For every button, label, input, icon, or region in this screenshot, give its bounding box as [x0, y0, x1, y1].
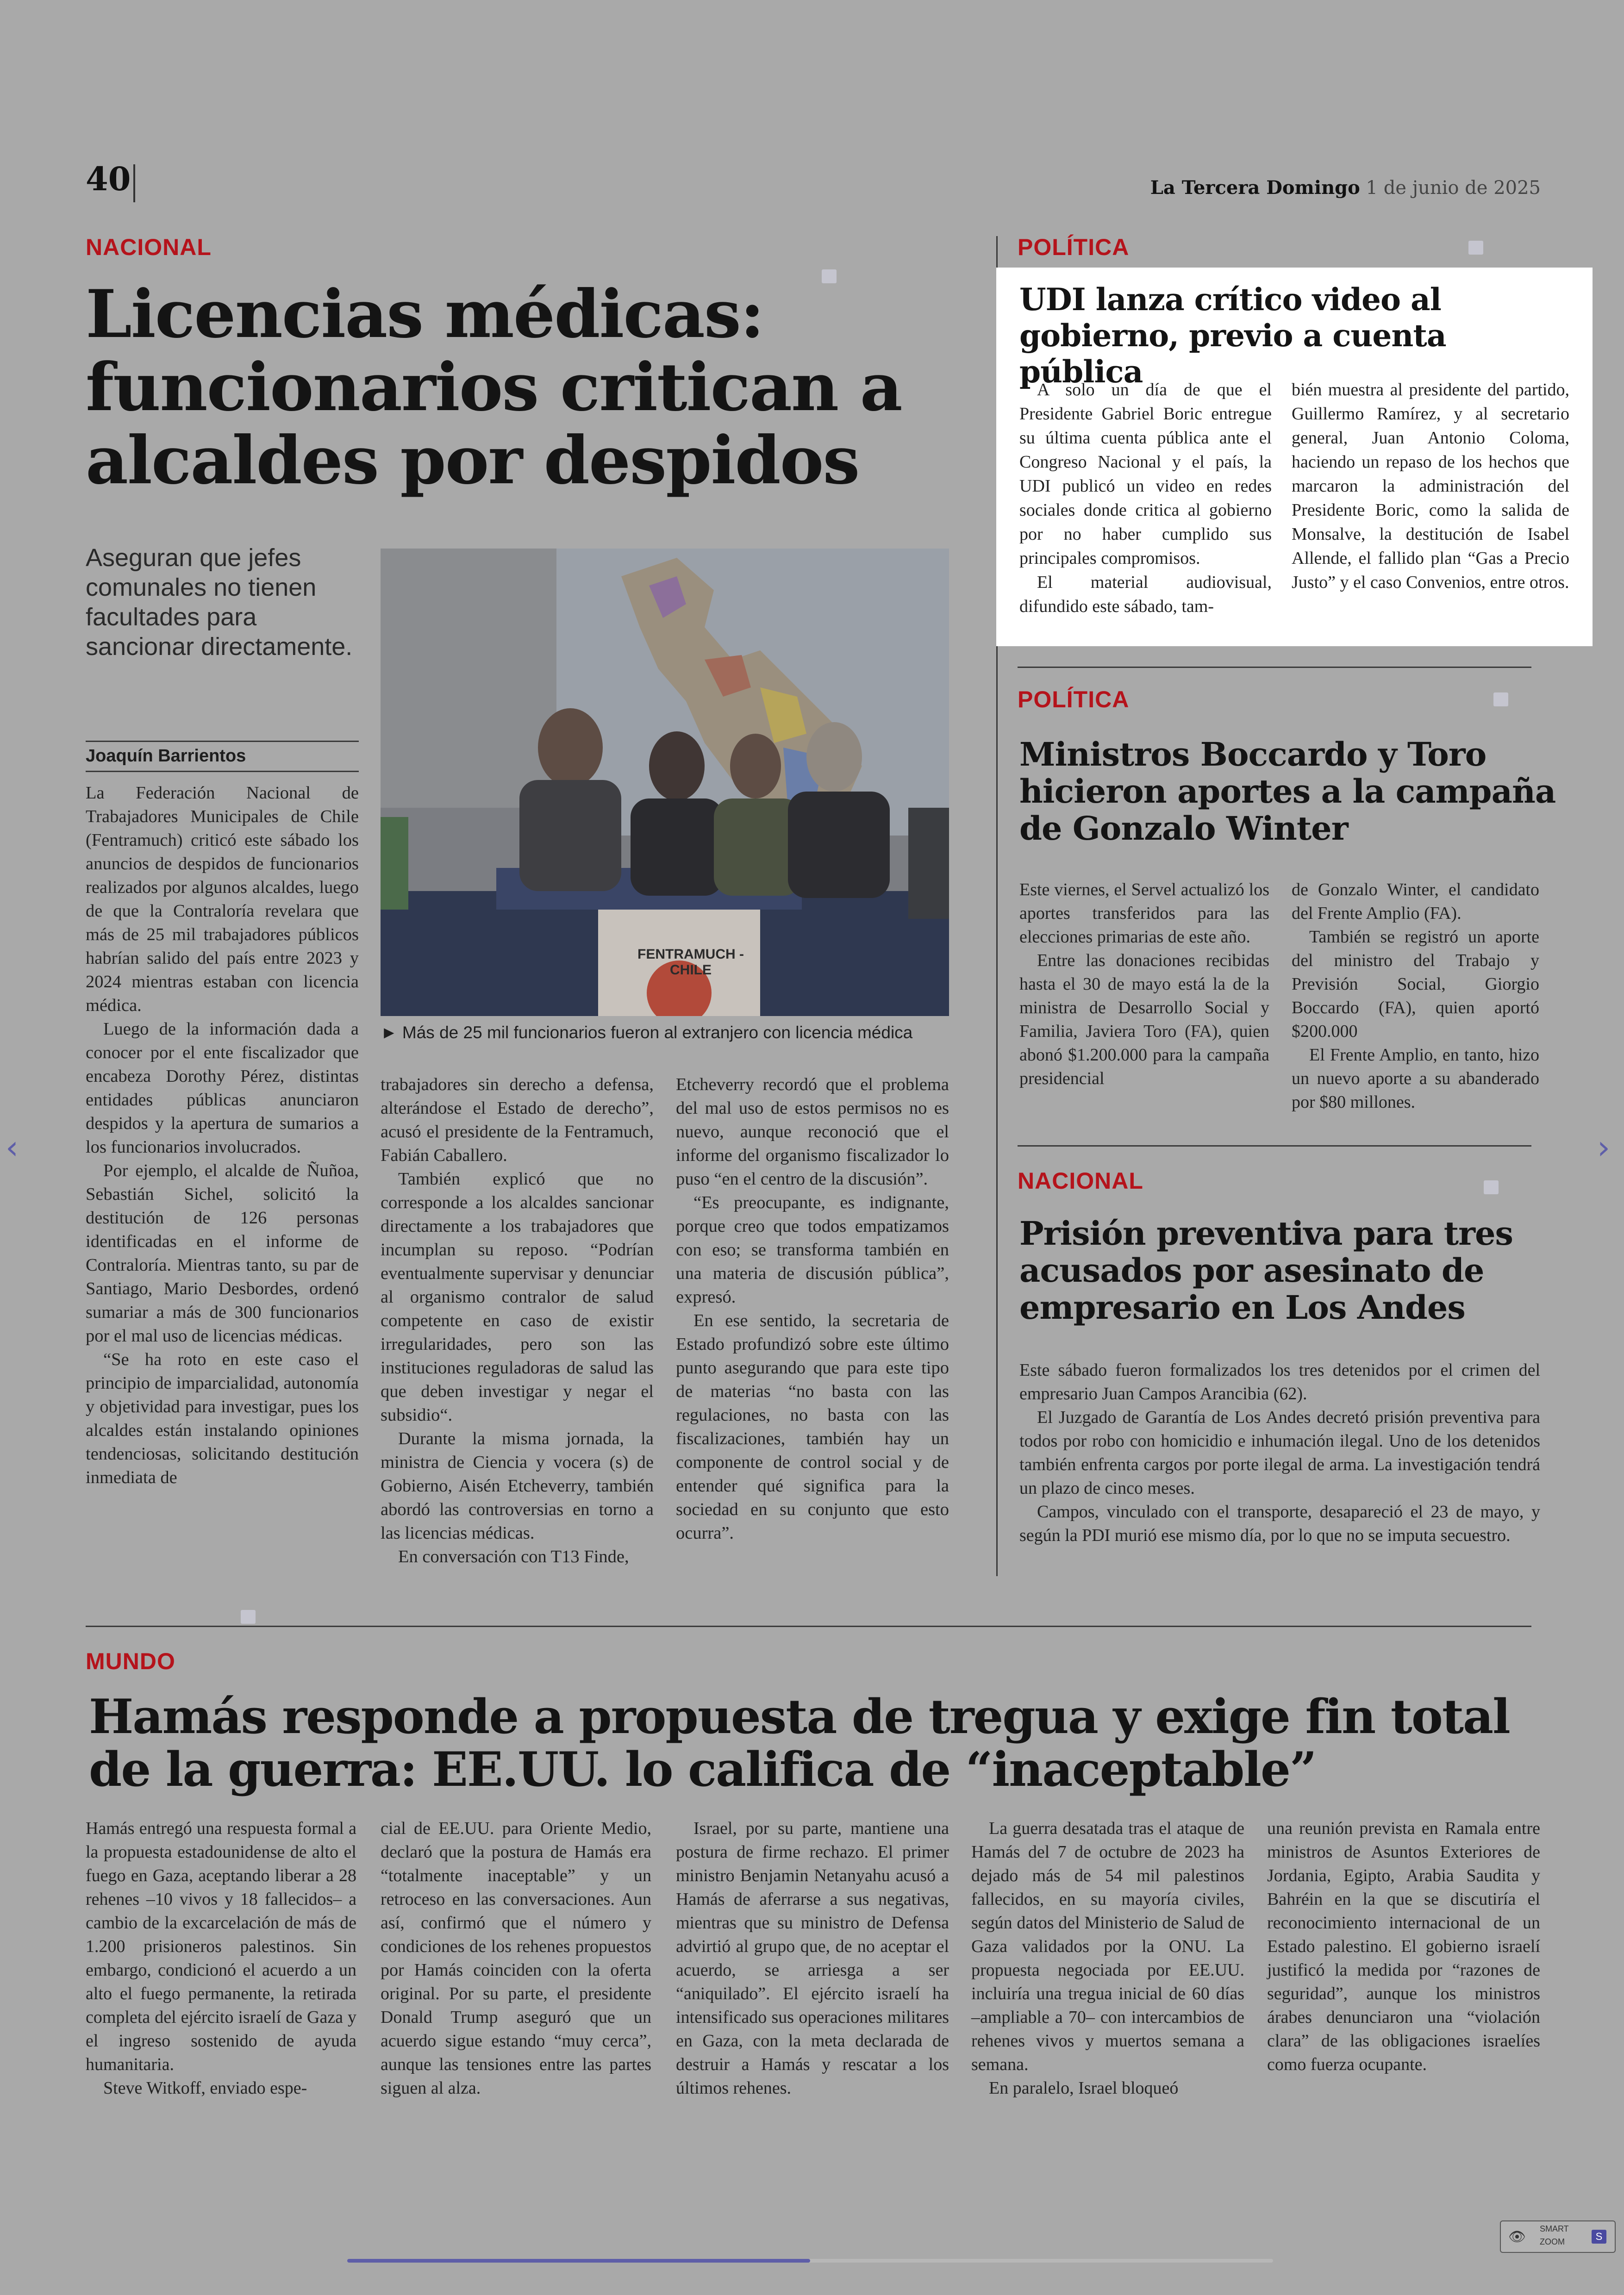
photo-illustration	[381, 549, 949, 1016]
world-headline: Hamás responde a propuesta de tregua y exige fin total de la guerra: EE.UU. lo califica de “inaceptable”	[89, 1689, 1510, 1797]
newspaper-name: La Tercera Domingo	[1150, 177, 1360, 199]
issue-date: 1 de junio de 2025	[1366, 177, 1541, 199]
byline-rule-bottom	[86, 771, 359, 772]
paragraph: Israel, por su parte, mantiene una postura de firme rechazo. El primer ministro Benjamin Netanyahu acusó a Hamás de aferrarse a sus negativas, mientras que su ministro de Defensa advirtió al grupo que, de no aceptar el acuerdo, se arriesga a ser “aniquilado”. El ejército israelí ha intensificado sus operaciones militares en Gaza, con la meta declarada de destruir a Hamás y rescatar a los últimos rehenes.	[676, 1819, 949, 2098]
main-column-2	[381, 1073, 654, 1569]
prison-section-label: NACIONAL	[1018, 1168, 1143, 1194]
article-marker-icon[interactable]	[1468, 241, 1483, 255]
world-column-2	[381, 1817, 651, 2100]
paragraph: Luego de la información dada a conocer por el ente fiscalizador que encabeza Dorothy Pérez, distintas entidades públicas anunciaron despidos y la apertura de sumarios a los funcionarios involucrados.	[86, 1019, 359, 1157]
smart-zoom-label: ZOOM	[1540, 2237, 1565, 2246]
photo-caption: ► Más de 25 mil funcionarios fueron al extranjero con licencia médica	[381, 1023, 913, 1042]
press-conference-photo	[381, 549, 949, 1016]
paragraph: En conversación con T13 Finde,	[398, 1547, 629, 1566]
udi-article-highlight[interactable]	[996, 268, 1593, 646]
paragraph: cial de EE.UU. para Oriente Medio, declaró que la postura de Hamás era “totalmente inaceptable” y un retroceso en las conversaciones. Aun así, confirmó que el número y condiciones de los rehenes propuestos por Hamás coinciden con la oferta original. Por su parte, el presidente Donald Trump aseguró que un acuerdo sigue estando “muy cerca”, aunque las tensiones entre las partes siguen al alza.	[381, 1819, 651, 2098]
smart-zoom-label: SMART	[1540, 2224, 1569, 2233]
paragraph: En ese sentido, la secretaria de Estado profundizó sobre este último punto asegurando que para este tipo de materias “no basta con las regulaciones, no basta con las fiscalizaciones, también hay un componente de control social y de entender qué significa para la sociedad en su conjunto que esto ocurra”.	[676, 1311, 949, 1543]
scrollbar-thumb[interactable]	[347, 2259, 810, 2263]
byline-rule-top	[86, 741, 359, 742]
article-marker-icon[interactable]	[241, 1610, 256, 1624]
chevron-left-icon: ‹	[6, 1129, 19, 1166]
paragraph: El Juzgado de Garantía de Los Andes decretó prisión preventiva para todos por robo con homicidio e inhumación ilegal. Uno de los detenidos también enfrenta cargos por porte ilegal de arma. La investigación tendrá un plazo de cinco meses.	[1019, 1408, 1540, 1498]
paragraph: “Es preocupante, es indignante, porque creo que todos empatizamos con eso; se transforma también en una materia de discusión pública”, expresó.	[676, 1193, 949, 1307]
main-column-3	[676, 1073, 949, 1545]
main-headline: Licencias médicas: funcionarios critican a alcaldes por despidos	[86, 276, 902, 499]
paragraph: Entre las donaciones recibidas hasta el 30 de mayo está la de la ministra de Desarrollo Social y Familia, Javiera Toro (FA), quien abonó $1.200.000 para la campaña presidencial	[1019, 951, 1269, 1088]
next-page-button[interactable]	[1597, 1129, 1610, 1166]
photo-banner-text: FENTRAMUCH - CHILE	[637, 947, 744, 978]
paragraph: El material audiovisual, difundido este sábado, tam-	[1019, 573, 1272, 616]
paragraph: La guerra desatada tras el ataque de Hamás del 7 de octubre de 2023 ha dejado más de 54 mil palestinos fallecidos, en su mayoría civiles, según datos del Ministerio de Salud de Gaza validados por la ONU. La propuesta negociada por EE.UU. incluiría una tregua inicial de 60 días –ampliable a 70– con intercambios de rehenes vivos y muertos semana a semana.	[971, 1819, 1244, 2074]
chevron-right-icon: ›	[1597, 1129, 1610, 1166]
smart-zoom-button[interactable]	[1500, 2220, 1616, 2253]
udi-column-2	[1292, 378, 1569, 594]
main-column-1	[86, 781, 359, 1490]
paragraph: Por ejemplo, el alcalde de Ñuñoa, Sebastián Sichel, solicitó la destitución de 126 personas identificadas en el informe de Contraloría. Mientras tanto, su par de Santiago, Mario Desbordes, ordenó sumariar a más de 300 funcionarios por el mal uso de licencias médicas.	[86, 1161, 359, 1346]
page-scrollbar[interactable]	[347, 2259, 1273, 2263]
page-number: 40	[86, 160, 131, 198]
paragraph: Durante la misma jornada, la ministra de Ciencia y vocera (s) de Gobierno, Aisén Etcheverry, también abordó las controversias en torno a las licencias médicas.	[381, 1429, 654, 1543]
smart-zoom-badge: S	[1592, 2230, 1606, 2244]
ministers-section-label: POLÍTICA	[1018, 686, 1130, 712]
paragraph: trabajadores sin derecho a defensa, alterándose el Estado de derecho”, acusó el presidente de la Fentramuch, Fabián Caballero.	[381, 1075, 654, 1165]
prison-headline: Prisión preventiva para tres acusados por asesinato de empresario en Los Andes	[1019, 1214, 1513, 1327]
world-column-1	[86, 1817, 356, 2100]
world-column-5	[1267, 1817, 1540, 2077]
world-section-label: MUNDO	[86, 1648, 175, 1674]
paragraph: de Gonzalo Winter, el candidato del Frente Amplio (FA).	[1292, 880, 1539, 923]
article-marker-icon[interactable]	[1493, 692, 1508, 706]
paragraph: bién muestra al presidente del partido, Guillermo Ramírez, y al secretario general, Juan Antonio Coloma, haciendo un repaso de los hechos que marcaron la administración del Presidente Boric, como la salida de Monsalve, la destitución de Isabel Allende, el fallido plan “Gas a Precio Justo” y el caso Convenios, entre otros.	[1292, 380, 1569, 592]
article-marker-icon[interactable]	[1484, 1180, 1499, 1194]
section-rule	[1018, 1145, 1531, 1147]
main-section-label: NACIONAL	[86, 234, 212, 260]
paragraph: También explicó que no corresponde a los alcaldes sancionar directamente a los trabajadores que incumplan su reposo. “Podrían eventualmente supervisar y denunciar al organismo contralor de salud competente en caso de existir irregularidades, pero son las instituciones reguladoras de salud las que deben investigar y negar el subsidio“.	[381, 1169, 654, 1425]
paragraph: En paralelo, Israel bloqueó	[989, 2078, 1179, 2098]
main-subtitle: Aseguran que jefes comunales no tienen facultades para sancionar directamente.	[86, 544, 353, 661]
ministers-headline: Ministros Boccardo y Toro hicieron aportes a la campaña de Gonzalo Winter	[1019, 735, 1556, 848]
paragraph: Etcheverry recordó que el problema del mal uso de estos permisos no es nuevo, aunque reconoció que el informe del organismo fiscalizador lo puso “en el centro de la discusión”.	[676, 1075, 949, 1189]
section-rule	[86, 1626, 1531, 1627]
paragraph: Campos, vinculado con el transporte, desapareció el 23 de mayo, y según la PDI murió ese mismo día, por lo que no se imputa secuestro.	[1019, 1502, 1540, 1545]
paragraph: A solo un día de que el Presidente Gabriel Boric entregue su última cuenta pública ante el Congreso Nacional y el país, la UDI publicó un video en redes sociales donde critica al gobierno por no haber cumplido sus principales compromisos.	[1019, 380, 1272, 568]
paragraph: Este viernes, el Servel actualizó los aportes transferidos para las elecciones primarias de este año.	[1019, 880, 1269, 947]
world-column-3	[676, 1817, 949, 2100]
paragraph: También se registró un aporte del ministro del Trabajo y Previsión Social, Giorgio Boccardo (FA), quien aportó $200.000	[1292, 927, 1539, 1041]
byline: Joaquín Barrientos	[86, 746, 246, 766]
prison-body	[1019, 1359, 1540, 1547]
ministers-column-1	[1019, 878, 1269, 1091]
masthead	[1150, 177, 1541, 199]
paragraph: Este sábado fueron formalizados los tres detenidos por el crimen del empresario Juan Campos Arancibia (62).	[1019, 1360, 1540, 1403]
udi-headline: UDI lanza crítico video al gobierno, previo a cuenta pública	[1019, 281, 1446, 390]
prev-page-button[interactable]	[6, 1129, 19, 1166]
world-column-4	[971, 1817, 1244, 2100]
paragraph: El Frente Amplio, en tanto, hizo un nuevo aporte a su abanderado por $80 millones.	[1292, 1045, 1539, 1112]
section-rule	[1018, 667, 1531, 668]
eye-icon: 👁	[1508, 2229, 1526, 2245]
udi-section-label: POLÍTICA	[1018, 234, 1130, 260]
udi-column-1	[1019, 378, 1272, 618]
paragraph: una reunión prevista en Ramala entre ministros de Asuntos Exteriores de Jordania, Egipto, Arabia Saudita y Bahréin en la que se discutiría el reconocimiento internacional de un Estado palestino. El gobierno israelí justificó la medida por “razones de seguridad”, aunque los ministros árabes denunciaron una “violación clara” de las obligaciones israelíes como fuerza ocupante.	[1267, 1819, 1540, 2074]
paragraph: La Federación Nacional de Trabajadores Municipales de Chile (Fentramuch) criticó este sábado los anuncios de despidos de funcionarios realizados por algunos alcaldes, luego de que la Contraloría revelara que más de 25 mil trabajadores públicos habrían salido del país entre 2023 y 2024 mientras estaban con licencia médica.	[86, 783, 359, 1015]
header-divider	[133, 164, 135, 202]
paragraph: Steve Witkoff, enviado espe-	[103, 2078, 307, 2098]
paragraph: “Se ha roto en este caso el principio de imparcialidad, autonomía y objetividad para investigar, pues los alcaldes están instalando opiniones tendenciosas, solicitando destitución inmediata de	[86, 1350, 359, 1487]
ministers-column-2	[1292, 878, 1539, 1114]
paragraph: Hamás entregó una respuesta formal a la propuesta estadounidense de alto el fuego en Gaza, aceptando liberar a 28 rehenes –10 vivos y 18 fallecidos– a cambio de la excarcelación de más de 1.200 prisioneros palestinos. Sin embargo, condicionó el acuerdo a un alto el fuego permanente, la retirada completa del ejército israelí de Gaza y el ingreso sostenido de ayuda humanitaria.	[86, 1819, 356, 2074]
